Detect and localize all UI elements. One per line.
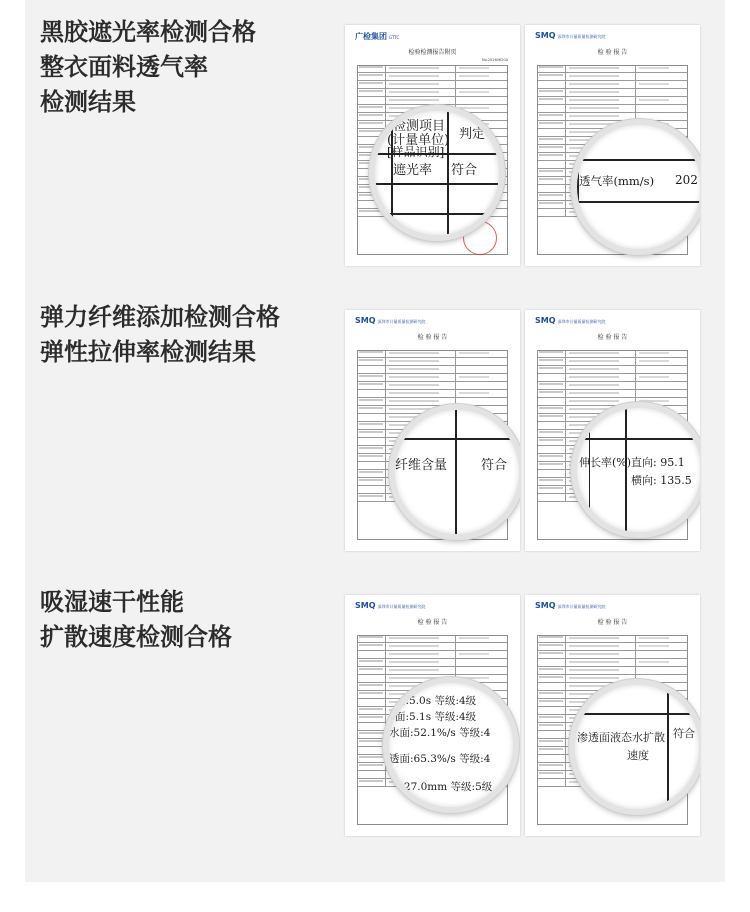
section-elastic-fiber — [25, 300, 725, 570]
heading-line: 检测结果 — [40, 88, 136, 116]
heading-line: 弹性拉伸率检测结果 — [40, 338, 256, 366]
heading-line: 扩散速度检测合格 — [40, 623, 232, 651]
doc-title: 检 验 报 告 — [417, 334, 448, 341]
smq-logo: SMQ 深圳市计量质量检测研究院 — [535, 601, 606, 610]
magnifier-lens: 纤维含量 符合 — [389, 404, 520, 540]
section-heading — [40, 15, 340, 120]
smq-logo: SMQ 深圳市计量质量检测研究院 — [535, 316, 606, 325]
magnifier-lens: 渗透面液态水扩散 速度 符合 — [569, 679, 700, 815]
report-number: No.20160620A — [481, 58, 508, 62]
doc-title: 检 验 报 告 — [417, 619, 448, 626]
content-panel — [25, 0, 725, 882]
doc-title: 检 验 报 告 — [597, 619, 628, 626]
smq-logo: SMQ 深圳市计量质量检测研究院 — [535, 31, 606, 40]
report-image-smq — [525, 310, 700, 551]
heading-line: 吸湿速干性能 — [40, 588, 184, 616]
magnifier-lens: 检测项目 (计量单位) [样品识别] 判定 遮光率 符合 — [369, 105, 505, 241]
magnifier-lens: 面:5.0s 等级:4级 面:5.1s 等级:4级 水面:52.1%/s 等级:4 透面:65.3%/s 等级:4 l:27.0mm 等级:5级 — [383, 677, 519, 813]
report-image-smq — [345, 595, 520, 836]
doc-title: 检验检测报告附页 — [408, 49, 457, 56]
doc-title: 检 验 报 告 — [597, 334, 628, 341]
report-image-smq — [525, 595, 700, 836]
section-heading — [40, 300, 340, 370]
heading-line: 黑胶遮光率检测合格 — [40, 18, 256, 46]
magnifier-lens: 透气率(mm/s) 202 — [571, 119, 700, 255]
report-image-smq — [345, 310, 520, 551]
smq-logo: SMQ 深圳市计量质量检测研究院 — [355, 601, 426, 610]
report-image-smq — [525, 25, 700, 266]
smq-logo: SMQ 深圳市计量质量检测研究院 — [355, 316, 426, 325]
section-heading — [40, 585, 340, 655]
report-image-gttc — [345, 25, 520, 266]
heading-line: 弹力纤维添加检测合格 — [40, 303, 280, 331]
magnifier-lens: 伸长率(%) 直向: 95.1 横向: 135.5 — [571, 402, 700, 538]
gttc-logo: 广检集团 GTTC — [355, 32, 400, 41]
section-moisture-wicking — [25, 585, 725, 855]
heading-line: 整衣面料透气率 — [40, 53, 208, 81]
doc-title: 检 验 报 告 — [597, 49, 628, 56]
section-light-blocking — [25, 15, 725, 285]
